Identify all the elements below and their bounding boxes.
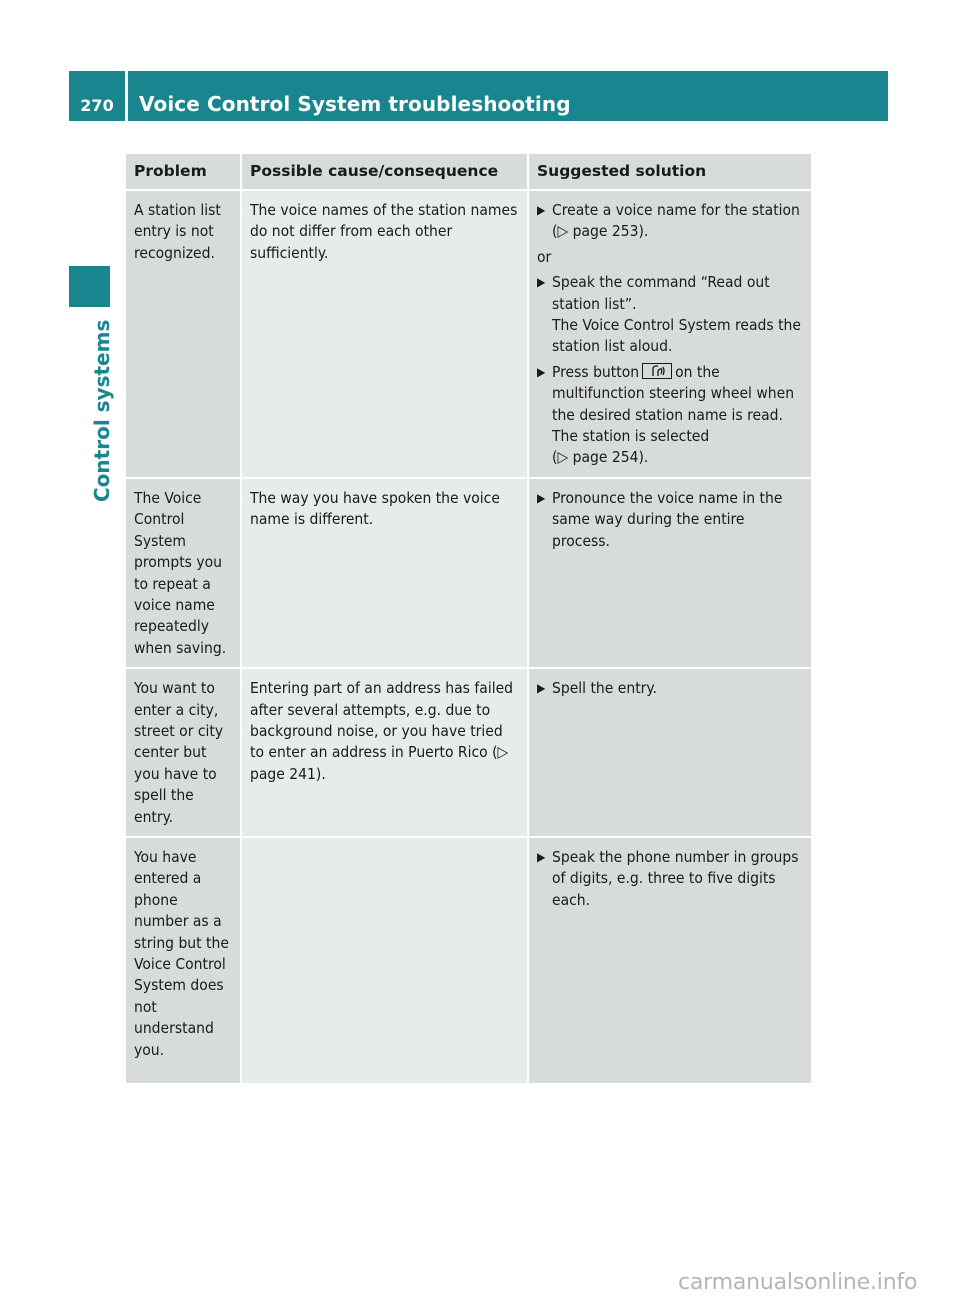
page-reference[interactable]: (▷ page 253). — [552, 222, 649, 241]
cause-cell — [240, 836, 527, 1083]
voice-control-button-icon — [642, 363, 672, 379]
section-label: Control systems — [90, 319, 114, 502]
solution-step — [537, 488, 803, 552]
solution-cell — [527, 667, 811, 836]
watermark: carmanualsonline.info — [678, 1270, 918, 1295]
arrow-icon: ▶ — [537, 490, 546, 505]
table-header-row — [126, 154, 811, 189]
solution-cell — [527, 477, 811, 667]
problem-cell: You want to enter a city, street or city center but you have to spell the entry. — [126, 667, 240, 836]
table-row — [126, 189, 811, 477]
step-result: The Voice Control System reads the station list aloud. — [552, 316, 801, 356]
solution-step — [537, 362, 803, 469]
table-row — [126, 836, 811, 1083]
solution-step — [537, 272, 803, 358]
cause-cell: The way you have spoken the voice name is different. — [240, 477, 527, 667]
cause-cell: The voice names of the station names do not differ from each other sufficiently. — [240, 189, 527, 477]
step-text: Speak the phone number in groups of digits, e.g. three to five digits each. — [552, 847, 799, 909]
page-reference[interactable]: (▷ page 254). — [552, 448, 649, 467]
table-row — [126, 667, 811, 836]
step-text: Speak the command “Read out station list”. — [552, 273, 770, 313]
step-text: Pronounce the voice name in the same way during the entire process. — [552, 488, 783, 550]
page-header — [69, 71, 888, 121]
arrow-icon: ▶ — [537, 203, 546, 217]
solution-step — [537, 200, 803, 243]
solution-step — [537, 678, 803, 699]
column-header-solution: Suggested solution — [527, 154, 811, 189]
troubleshooting-table — [126, 154, 811, 1083]
solution-cell — [527, 836, 811, 1083]
page-title: Voice Control System troubleshooting — [139, 92, 571, 116]
cause-cell: Entering part of an address has failed after several attempts, e.g. due to background noise, or you have tried to enter an address in Puerto Rico (▷ page 241). — [240, 667, 527, 836]
arrow-icon: ▶ — [537, 275, 546, 290]
header-divider — [125, 71, 128, 121]
page-number: 270 — [80, 96, 114, 115]
problem-cell: A station list entry is not recognized. — [126, 189, 240, 477]
side-tab-marker — [69, 266, 110, 307]
problem-cell: You have entered a phone number as a string but the Voice Control System does not understand you. — [126, 836, 240, 1083]
arrow-icon: ▶ — [537, 681, 546, 696]
solution-step — [537, 847, 803, 911]
column-header-problem: Problem — [126, 154, 240, 189]
problem-cell: The Voice Control System prompts you to repeat a voice name repeatedly when saving. — [126, 477, 240, 667]
solution-cell — [527, 189, 811, 477]
step-text-cont: on the multifunction steering wheel when the desired station name is read. — [552, 362, 795, 424]
arrow-icon: ▶ — [537, 364, 546, 379]
step-text: Create a voice name for the station — [552, 201, 800, 219]
step-text: Spell the entry. — [552, 679, 657, 698]
column-header-cause: Possible cause/consequence — [240, 154, 527, 189]
arrow-icon: ▶ — [537, 849, 546, 864]
or-text: or — [537, 247, 552, 266]
step-result: The station is selected — [552, 427, 710, 446]
step-text: Press button — [552, 362, 640, 381]
table-row — [126, 477, 811, 667]
